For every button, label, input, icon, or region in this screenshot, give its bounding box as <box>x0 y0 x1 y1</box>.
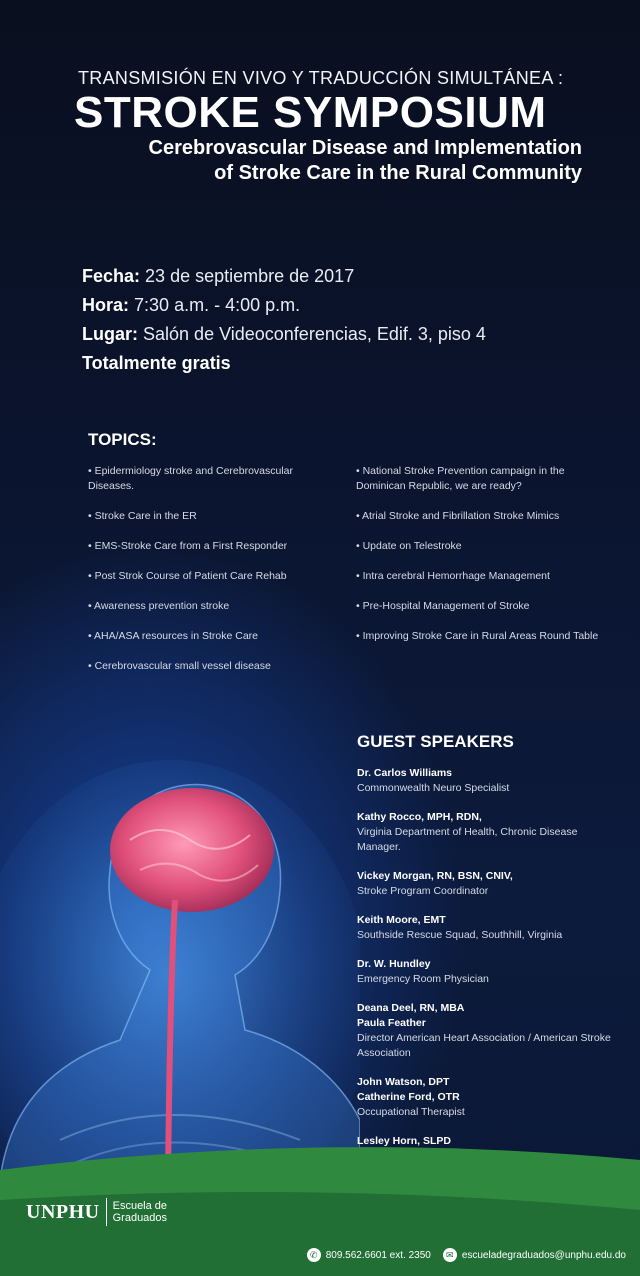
phone-contact <box>307 1248 431 1262</box>
topic-item: • Update on Telestroke <box>356 540 462 552</box>
speaker-role: Emergency Room Physician <box>357 973 489 985</box>
topic-item: • Stroke Care in the ER <box>88 510 197 522</box>
topic-item: • Awareness prevention stroke <box>88 600 230 612</box>
brain <box>110 788 274 912</box>
speaker-name: Dr. Carlos Williams <box>357 767 453 779</box>
phone-number: 809.562.6601 ext. 2350 <box>325 1249 431 1261</box>
topics-left-column <box>88 464 338 689</box>
brain-illustration <box>0 740 360 1180</box>
speaker-name: Deana Deel, RN, MBA <box>357 1002 465 1014</box>
speaker-role: Director American Heart Association / American Stroke Association <box>357 1032 611 1059</box>
time-row <box>82 291 602 320</box>
topics-heading: TOPICS: <box>88 430 157 449</box>
speakers-list <box>357 766 617 1163</box>
speaker-entry <box>357 869 617 899</box>
date-value: 23 de septiembre de 2017 <box>145 266 355 286</box>
event-info <box>82 262 602 378</box>
contact-bar <box>295 1248 626 1262</box>
speaker-role: Stroke Program Coordinator <box>357 885 489 897</box>
event-subtitle <box>62 136 582 186</box>
speaker-entry <box>357 810 617 855</box>
place-value: Salón de Videoconferencias, Edif. 3, piso 4 <box>143 324 486 344</box>
speaker-entry <box>357 766 617 796</box>
topic-item: • Post Strok Course of Patient Care Rehab <box>88 570 287 582</box>
topic-item: • Pre-Hospital Management of Stroke <box>356 600 530 612</box>
time-value: 7:30 a.m. - 4:00 p.m. <box>134 295 301 315</box>
logo-wordmark: UNPHU <box>26 1200 100 1223</box>
speaker-role: Southside Rescue Squad, Southhill, Virginia <box>357 929 563 941</box>
logo-subtitle: Escuela de Graduados <box>112 1200 168 1224</box>
page-title: STROKE SYMPOSIUM <box>74 88 547 137</box>
speakers-heading: GUEST SPEAKERS <box>357 732 514 751</box>
speaker-name: Dr. W. Hundley <box>357 958 431 970</box>
unphu-logo <box>26 1198 189 1226</box>
time-label: Hora: <box>82 295 130 315</box>
topic-item: • Cerebrovascular small vessel disease <box>88 660 271 672</box>
speaker-name: Lesley Horn, SLPD <box>357 1135 451 1147</box>
email-icon: ✉ <box>443 1248 457 1262</box>
broadcast-line: TRANSMISIÓN EN VIVO Y TRADUCCIÓN SIMULTÁNEA : <box>78 68 564 88</box>
speaker-role: Occupational Therapist <box>357 1106 465 1118</box>
email-address[interactable]: escueladegraduados@unphu.edu.do <box>461 1249 626 1261</box>
speaker-name: Catherine Ford, OTR <box>357 1091 460 1103</box>
topics-right-column <box>356 464 606 659</box>
free-admission: Totalmente gratis <box>82 353 231 373</box>
email-contact[interactable] <box>443 1248 626 1262</box>
subtitle-line-1: Cerebrovascular Disease and Implementation <box>148 137 582 159</box>
topic-item: • EMS-Stroke Care from a First Responder <box>88 540 288 552</box>
speaker-role: Commonwealth Neuro Specialist <box>357 782 510 794</box>
logo-divider <box>106 1198 107 1226</box>
speaker-name: Kathy Rocco, MPH, RDN, <box>357 811 482 823</box>
speaker-name: Keith Moore, EMT <box>357 914 446 926</box>
speaker-role: Virginia Department of Health, Chronic Disease Manager. <box>357 826 578 853</box>
topic-item: • Improving Stroke Care in Rural Areas Round Table <box>356 630 599 642</box>
topic-item: • Atrial Stroke and Fibrillation Stroke Mimics <box>356 510 560 522</box>
topic-item: • National Stroke Prevention campaign in the Dominican Republic, we are ready? <box>356 465 565 492</box>
speaker-name: Vickey Morgan, RN, BSN, CNIV, <box>357 870 513 882</box>
date-row <box>82 262 602 291</box>
speaker-entry <box>357 1001 617 1061</box>
speaker-entry <box>357 1075 617 1120</box>
subtitle-line-2: of Stroke Care in the Rural Community <box>214 162 582 184</box>
speaker-name: John Watson, DPT <box>357 1076 450 1088</box>
topic-item: • Intra cerebral Hemorrhage Management <box>356 570 550 582</box>
date-label: Fecha: <box>82 266 141 286</box>
place-label: Lugar: <box>82 324 138 344</box>
speaker-entry <box>357 913 617 943</box>
place-row <box>82 320 602 349</box>
topic-item: • AHA/ASA resources in Stroke Care <box>88 630 258 642</box>
speaker-name: Paula Feather <box>357 1017 426 1029</box>
speaker-entry <box>357 957 617 987</box>
topic-item: • Epidermiology stroke and Cerebrovascular Diseases. <box>88 465 294 492</box>
phone-icon: ✆ <box>307 1248 321 1262</box>
